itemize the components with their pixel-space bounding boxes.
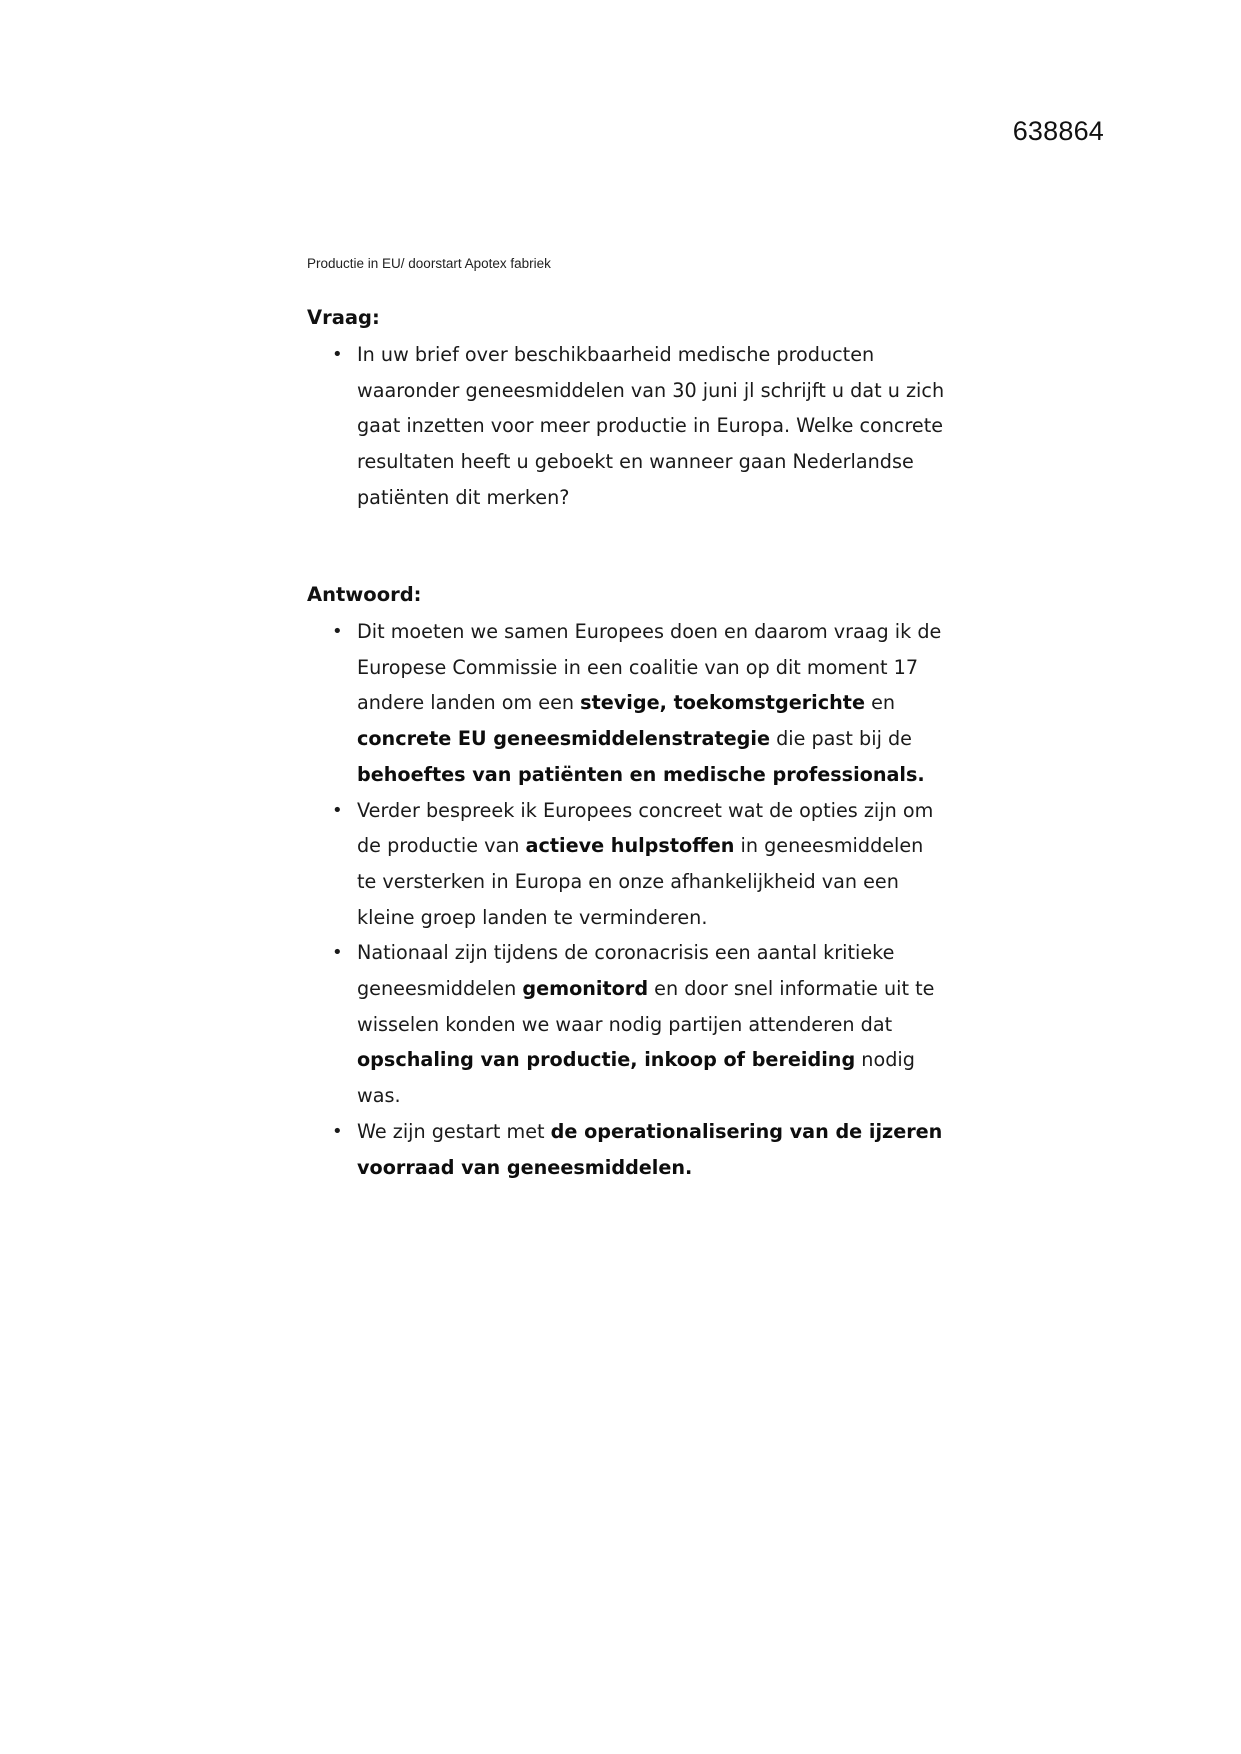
bullet-icon: • xyxy=(332,621,343,642)
body-text: We zijn gestart met xyxy=(357,1119,551,1143)
bold-text: gemonitord xyxy=(522,977,649,1001)
document-number: 638864 xyxy=(1012,116,1104,146)
bold-text: actieve hulpstoffen xyxy=(525,834,735,858)
body-text: nodig was. xyxy=(357,1048,915,1108)
document-subject: Productie in EU/ doorstart Apotex fabriek xyxy=(307,256,551,271)
body-text: en xyxy=(864,691,896,715)
body-text: Dit moeten we samen Europees doen en daarom vraag ik de Europese Commissie in een coalitie van op dit moment 17 andere landen om een xyxy=(357,620,942,715)
body-text: die past bij de xyxy=(769,727,912,751)
answer-section xyxy=(307,580,947,1185)
bold-text: concrete EU geneesmiddelenstrategie xyxy=(357,727,770,751)
bold-text: stevige, toekomstgerichte xyxy=(580,691,865,715)
bold-text: behoeftes van patiënten en medische professionals. xyxy=(357,762,925,786)
answer-list xyxy=(307,614,947,1185)
body-text: en door snel informatie uit te wisselen konden we waar nodig partijen attenderen dat xyxy=(357,977,935,1036)
question-heading: Vraag: xyxy=(307,306,380,329)
bullet-icon: • xyxy=(332,1120,343,1142)
list-item xyxy=(307,1114,947,1185)
bold-text: opschaling van productie, inkoop of bereiding xyxy=(357,1048,856,1072)
list-item xyxy=(307,793,947,936)
body-text: Verder bespreek ik Europees concreet wat de opties zijn om de productie van xyxy=(357,798,934,858)
question-list xyxy=(307,337,947,516)
list-item xyxy=(307,337,947,516)
question-section xyxy=(307,303,947,516)
list-item xyxy=(307,614,947,793)
answer-heading: Antwoord: xyxy=(307,583,422,606)
bullet-icon: • xyxy=(332,942,343,964)
body-text: In uw brief over beschikbaarheid medische producten waaronder geneesmiddelen van 30 juni jl schrijft u dat u zich gaat inzetten voor meer productie in Europa. Welke concrete resultaten heeft u geboekt en wanneer gaan Nederlandse patiënten dit merken? xyxy=(357,343,945,509)
bullet-icon: • xyxy=(332,799,343,821)
bold-text: de operationalisering van de ijzeren voorraad van geneesmiddelen. xyxy=(357,1119,943,1179)
body-text: Nationaal zijn tijdens de coronacrisis een aantal kritieke geneesmiddelen xyxy=(357,941,895,1001)
body-text: in geneesmiddelen te versterken in Europa en onze afhankelijkheid van een kleine groep landen te verminderen. xyxy=(357,834,924,929)
bullet-icon: • xyxy=(332,344,343,365)
list-item xyxy=(307,935,947,1114)
